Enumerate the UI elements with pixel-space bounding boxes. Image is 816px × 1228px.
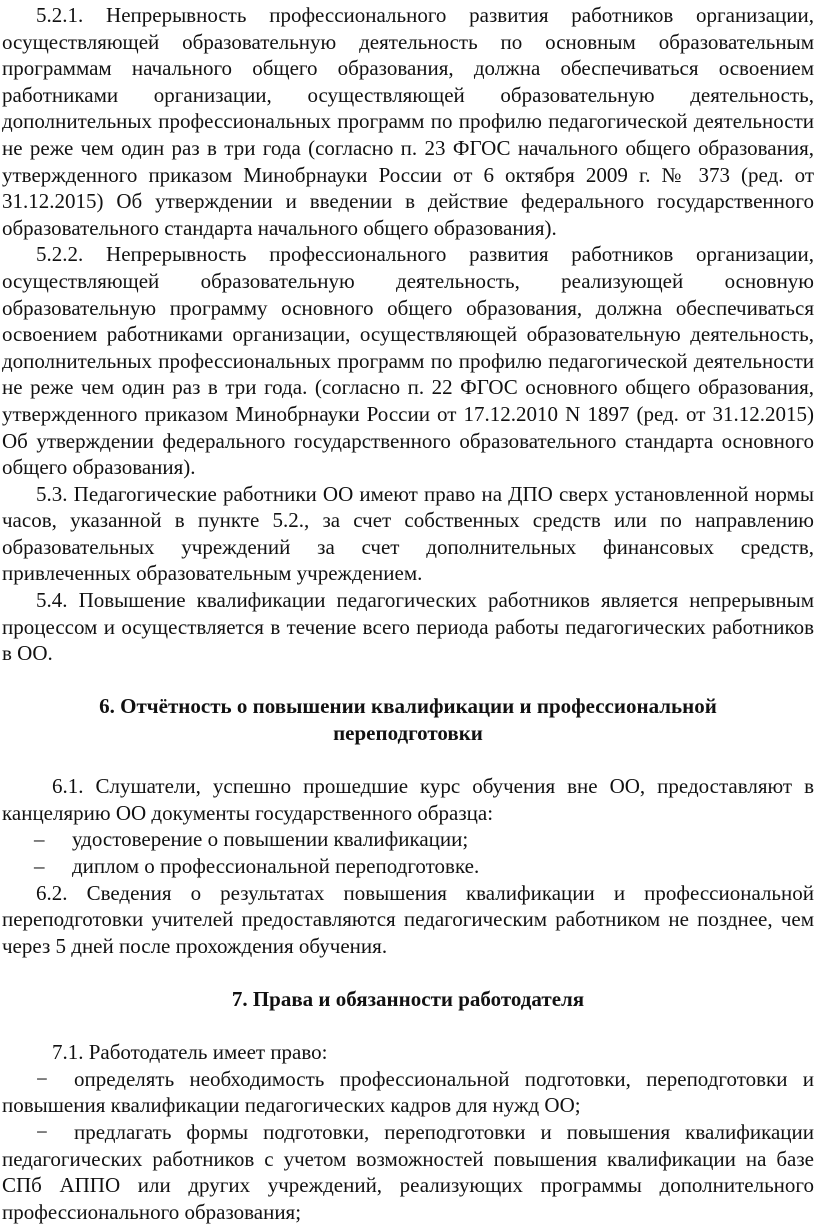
paragraph-6-2: 6.2. Сведения о результатах повышения квалификации и профессиональной переподготовки учителей предоставляются педагогическим работником не позднее, чем через 5 дней после прохождения обучения. (2, 880, 814, 958)
dash-marker: – (34, 827, 45, 852)
list-item (2, 853, 814, 880)
dash-marker: – (34, 854, 45, 878)
paragraph-6-1: 6.1. Слушатели, успешно прошедшие курс обучения вне ОО, предоставляют в канцелярию ОО документы государственного образца: (2, 774, 814, 825)
list-item-text: удостоверение о повышении квалификации; (72, 827, 469, 852)
list-item-text: определять необходимость профессиональной подготовки, переподготовки и повышения квалификации педагогических кадров для нужд ОО; (2, 1066, 814, 1118)
section-6-heading: 6. Отчётность о повышении квалификации и профессиональной переподготовки (99, 694, 717, 746)
list-item-text: предлагать формы подготовки, переподготовки и повышения квалификации педагогических работников с учетом возможностей повышения квалификации на базе СПб АППО или других учреждений, реализующих программы дополнительного профессионального образования; (2, 1119, 814, 1224)
list-item (2, 1066, 814, 1119)
dash-marker: − (36, 1119, 48, 1144)
paragraph-7-1: 7.1. Работодатель имеет право: (52, 1040, 328, 1065)
paragraph-5-2-2: 5.2.2. Непрерывность профессионального развития работников организации, осуществляющей образовательную деятельность, реализующей основную образовательную программу основного общего образования, должна обеспечиваться освоением работниками организации, осуществляющей образовательную деятельность, дополнительных профессиональных программ по профилю педагогической деятельности не реже чем один раз в три года. (согласно п. 22 ФГОС основного общего образования, утвержденного приказом Минобрнауки России от 17.12.2010 N 1897 (ред. от 31.12.2015) Об утверждении федерального государственного образовательного стандарта основного общего образования). (2, 242, 814, 480)
list-item (2, 826, 814, 853)
dash-marker: − (36, 1066, 48, 1091)
section-7-heading: 7. Права и обязанности работодателя (231, 986, 585, 1011)
paragraph-5-4: 5.4. Повышение квалификации педагогических работников является непрерывным процессом и осуществляется в течение всего периода работы педагогических работников в ОО. (2, 588, 814, 666)
paragraph-5-3: 5.3. Педагогические работники ОО имеют право на ДПО сверх установленной нормы часов, указанной в пункте 5.2., за счет собственных средств или по направлению образовательных учреждений за счет дополнительных финансовых средств, привлеченных образовательным учреждением. (2, 481, 814, 586)
list-item (2, 1119, 814, 1225)
list-item-text: диплом о профессиональной переподготовке. (72, 854, 480, 878)
paragraph-5-2-1: 5.2.1. Непрерывность профессионального развития работников организации, осуществляющей образовательную деятельность по основным образовательным программам начального общего образования, должна обеспечиваться освоением работниками организации, осуществляющей образовательную деятельность, дополнительных профессиональных программ по профилю педагогической деятельности не реже чем один раз в три года (согласно п. 23 ФГОС начального общего образования, утвержденного приказом Минобрнауки России от 6 октября 2009 г. № 373 (ред. от 31.12.2015) Об утверждении и введении в действие федерального государственного образовательного стандарта начального общего образования). (2, 3, 814, 240)
